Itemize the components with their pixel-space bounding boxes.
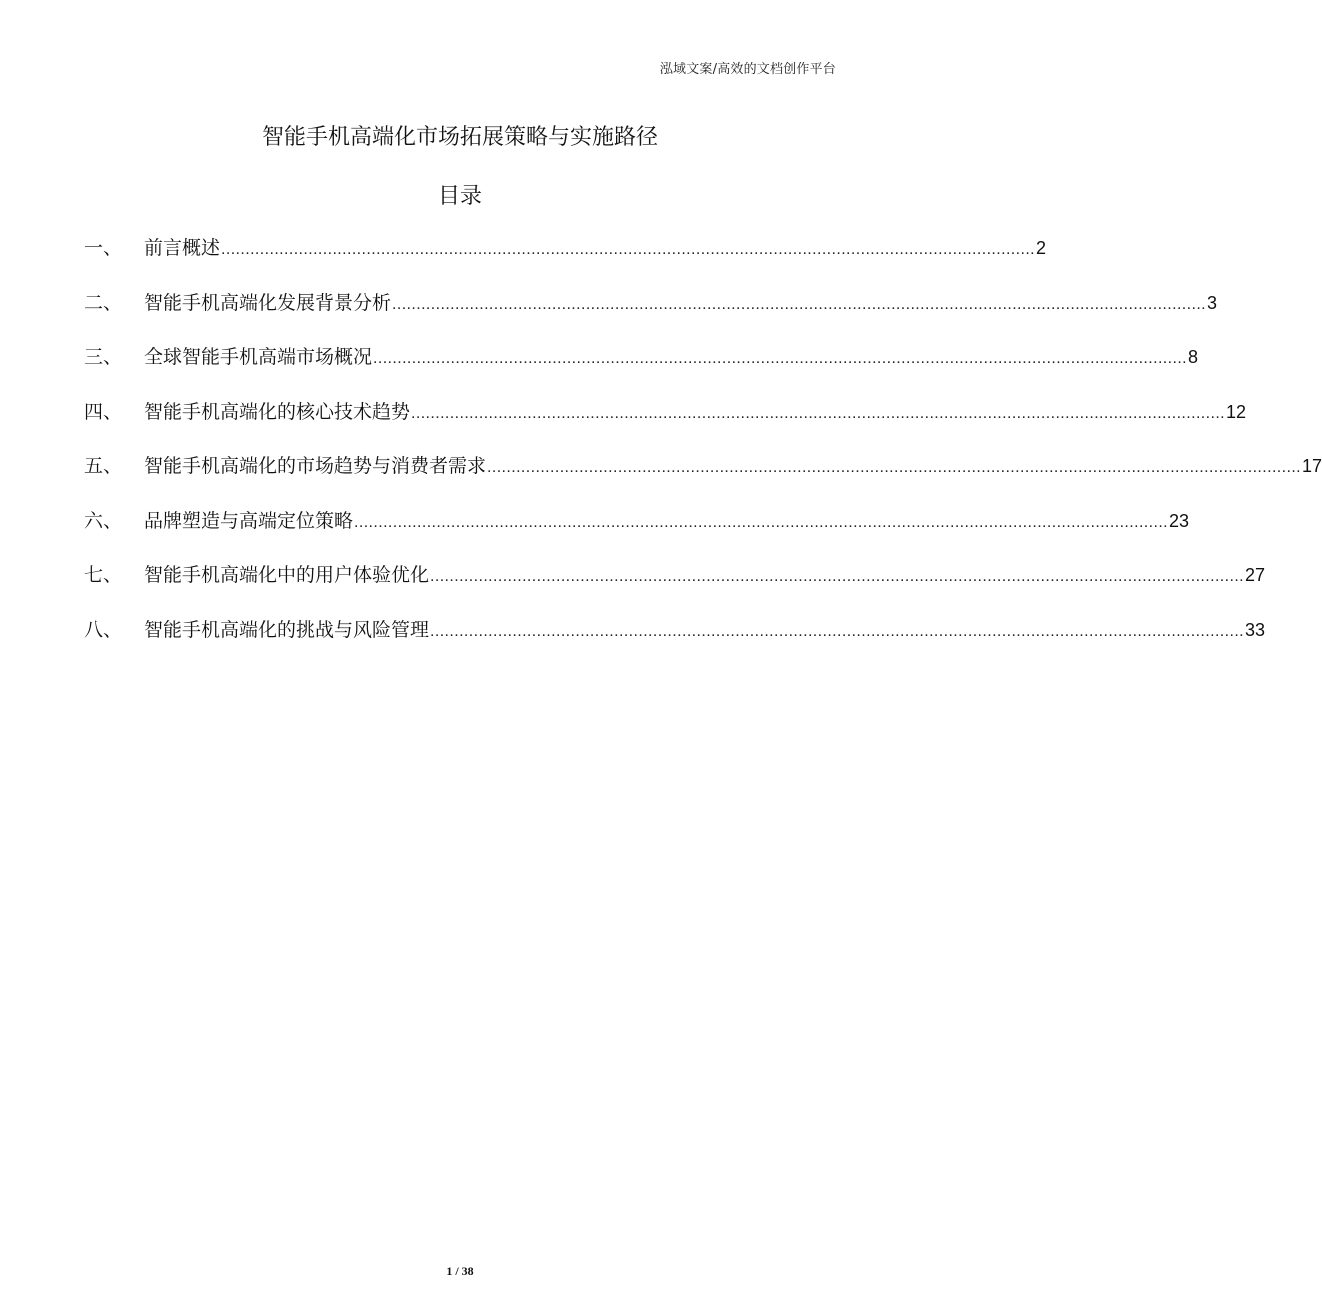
toc-entry-page: 17: [1302, 456, 1322, 476]
toc-dot-leader: ........................................................................................................................................................................: [354, 513, 1169, 531]
toc-entry-number: 六、: [84, 509, 123, 532]
document-title: 智能手机高端化市场拓展策略与实施路径: [261, 125, 658, 150]
toc-entry-page: 23: [1169, 510, 1190, 531]
toc-entry-title: 智能手机高端化发展背景分析: [144, 291, 392, 314]
toc-entry[interactable]: [84, 506, 1190, 561]
toc-entry-page: 2: [1036, 238, 1047, 258]
toc-entry-title: 智能手机高端化的核心技术趋势: [144, 400, 411, 423]
toc-dot-leader: ........................................................................................................................................................................: [411, 404, 1226, 422]
table-of-contents: [84, 233, 1322, 669]
toc-entry-page: 33: [1245, 619, 1266, 640]
toc-entry-title: 智能手机高端化的市场趋势与消费者需求: [144, 455, 487, 477]
toc-entry-page: 27: [1245, 565, 1266, 585]
toc-heading: 目录: [437, 184, 482, 209]
toc-entry-number: 五、: [84, 455, 123, 477]
toc-entry[interactable]: [84, 560, 1266, 615]
toc-entry-page: 12: [1226, 401, 1247, 422]
toc-entry-number: 一、: [84, 237, 123, 259]
page-indicator: 1 / 38: [446, 1264, 474, 1278]
toc-entry-number: 四、: [84, 400, 123, 423]
toc-entry-number: 三、: [84, 346, 123, 368]
toc-dot-leader: ........................................................................................................................................................................: [392, 295, 1207, 313]
toc-dot-leader: ........................................................................................................................................................................: [487, 459, 1302, 476]
toc-entry-page: 8: [1188, 347, 1199, 367]
toc-entry-title: 智能手机高端化的挑战与风险管理: [144, 618, 430, 641]
toc-entry[interactable]: [84, 451, 1322, 506]
toc-dot-leader: ........................................................................................................................................................................: [221, 241, 1036, 258]
header-note: 泓域文案/高效的文档创作平台: [659, 62, 836, 77]
toc-dot-leader: ........................................................................................................................................................................: [430, 568, 1245, 585]
toc-entry-title: 前言概述: [144, 237, 221, 259]
toc-entry-title: 智能手机高端化中的用户体验优化: [144, 564, 430, 586]
toc-entry[interactable]: [84, 288, 1218, 343]
toc-dot-leader: ........................................................................................................................................................................: [430, 622, 1245, 640]
toc-entry[interactable]: [84, 615, 1266, 670]
toc-entry-number: 八、: [84, 618, 123, 641]
toc-entry-page: 3: [1207, 292, 1218, 313]
toc-dot-leader: ........................................................................................................................................................................: [373, 350, 1188, 367]
toc-entry[interactable]: [84, 342, 1199, 397]
toc-entry-title: 全球智能手机高端市场概况: [144, 346, 373, 368]
toc-entry-number: 二、: [84, 291, 123, 314]
toc-entry[interactable]: [84, 397, 1247, 452]
toc-entry-title: 品牌塑造与高端定位策略: [144, 509, 354, 532]
toc-entry-number: 七、: [84, 564, 123, 586]
toc-entry[interactable]: [84, 233, 1047, 288]
